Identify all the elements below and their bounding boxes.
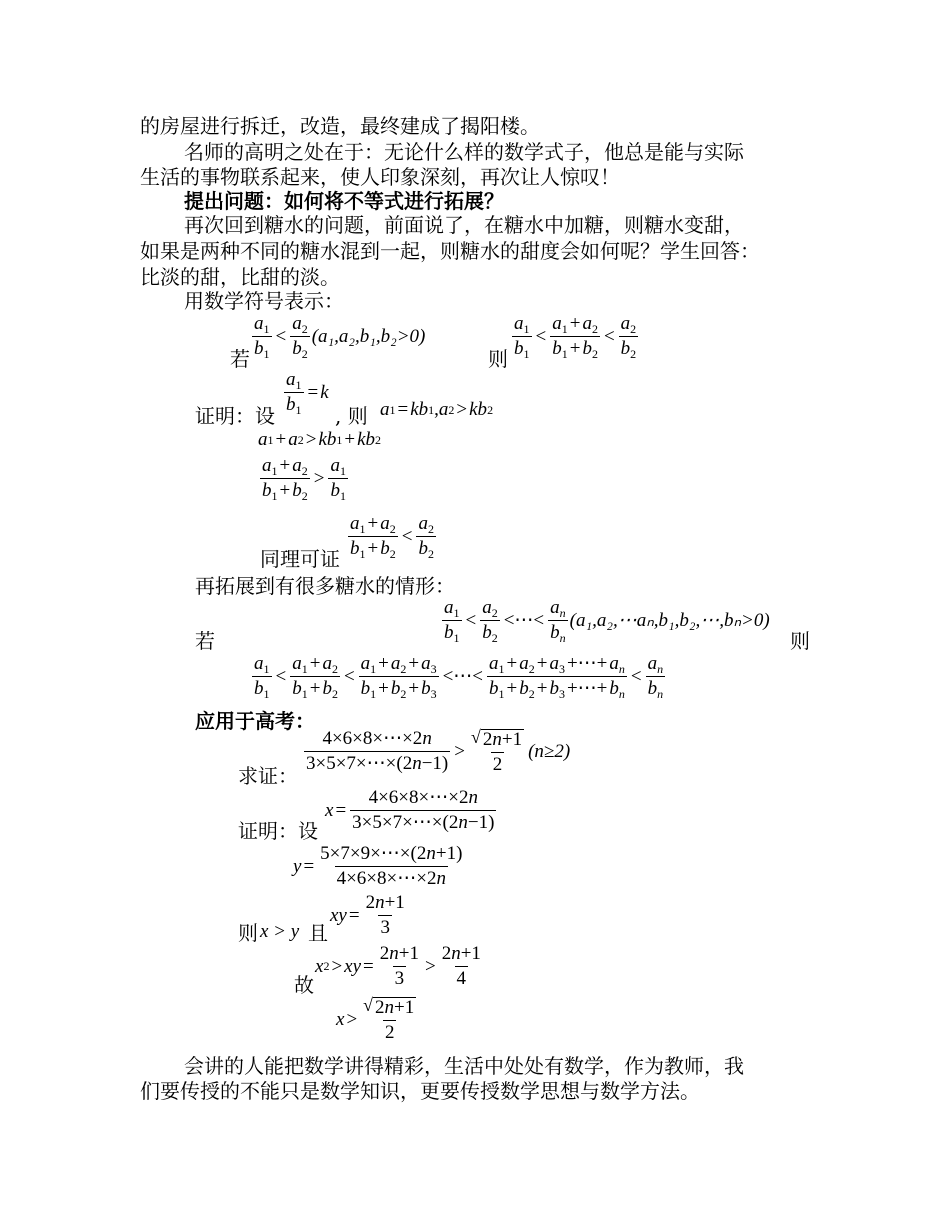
- proof-label: 证明：设: [195, 404, 275, 428]
- formula-x-gt-sqrt: x > √ 2n+1 2: [336, 995, 415, 1043]
- ze-label-2: 则: [790, 629, 810, 653]
- zhengming-label: 证明：设: [238, 819, 318, 843]
- formula-conclusion: $a_1$ $b_1$ < $a_1 + a_2$ $b_1 + b_2$ < $a_2$ $b_2$: [514, 313, 637, 361]
- formula-x-squared: x 2 > xy = $\frac{2n+1}{3}$ > 2n+1 4: [315, 943, 481, 989]
- formula-sum-gt: a 1 + a 2 > kb 1 + kb 2: [258, 429, 382, 450]
- formula-def-x: x = $\frac{4\times 6\times 8\times\cdots\times 2n}{3\times 5\times 7\times\cdots\times(2n-1)}$: [325, 787, 495, 833]
- formula-mediant-lt: $a_1 + a_2$ $b_1 + b_2$ < $a_2$ $b_2$: [350, 513, 434, 561]
- proof-then: , 则: [335, 404, 368, 428]
- formula-set-k: $\frac{a_1}{b_1}$ = k: [286, 369, 329, 417]
- paragraph-line: 再拓展到有很多糖水的情形：: [195, 574, 455, 598]
- formula-hypothesis: $a_1$ $b_1$ < $a_2$ $b_2$ (a₁,a₂,b₁,b₂>0): [254, 313, 426, 361]
- formula-xy: xy = $\frac{2n+1}{3}$: [330, 892, 405, 938]
- n-condition: (n≥2): [528, 740, 571, 762]
- tongli-label: 同理可证: [260, 547, 340, 571]
- gu-label: 故: [294, 973, 314, 997]
- formula-claim: 4×6×8×⋯×2n 3×5×7×⋯×(2n−1) > √ 2n+1 2 (n≥2): [306, 727, 571, 775]
- condition-text: (a₁,a₂,b₁,b₂>0): [311, 325, 426, 347]
- formula-n-conclusion: $a_1$ $b_1$ < $a_1 + a_2$ $b_1 + b_2$ < $a_1 + a_2 + a_3$ $b_1 + b_2 + b_3$ <⋯< $a_1 + a_2 + a_3$ +⋯+ $a_n$ $b_1 + b_2 + b_3$ +⋯+ $b_n$ < $a_n$ $b_n$: [254, 653, 664, 701]
- formula-a-eq-kb: a 1 = kb 1 , a 2 > kb 2: [380, 399, 494, 420]
- ruo-label: 若: [230, 347, 250, 371]
- section-heading: 提出问题：如何将不等式进行拓展？: [184, 189, 504, 213]
- condition-text-n: (a₁,a₂,⋯aₙ,b₁,b₂,⋯,bₙ>0): [569, 609, 770, 631]
- formula-x-gt-y: x > y: [260, 921, 300, 942]
- paragraph-line: 如果是两种不同的糖水混到一起，则糖水的甜度会如何呢？学生回答：: [140, 239, 760, 263]
- section-heading: 应用于高考：: [195, 709, 315, 733]
- paragraph-line: 生活的事物联系起来，使人印象深刻，再次让人惊叹！: [140, 165, 620, 189]
- paragraph-line: 用数学符号表示：: [184, 289, 344, 313]
- paragraph-line: 比淡的甜，比甜的淡。: [140, 265, 340, 289]
- paragraph-line: 们要传授的不能只是数学知识，更要传授数学思想与数学方法。: [140, 1079, 700, 1103]
- ze-label-3: 则: [238, 921, 258, 945]
- qiuzheng-label: 求证：: [238, 764, 298, 788]
- paragraph-line: 再次回到糖水的问题，前面说了，在糖水中加糖，则糖水变甜，: [184, 213, 744, 237]
- formula-mediant-gt: $a_1 + a_2$ $b_1 + b_2$ > $a_1$ $b_1$: [262, 455, 346, 503]
- formula-def-y: y = $\frac{5\times 7\times 9\times\cdots\times(2n+1)}{4\times 6\times 8\times\cdots\times 2n}$: [293, 843, 463, 889]
- formula-n-hypothesis: $a_1$ $b_1$ < $a_2$ $b_2$ <⋯< $a_n$ $b_n$ (a₁,a₂,⋯aₙ,b₁,b₂,⋯,bₙ>0): [444, 597, 770, 645]
- ze-label: 则: [488, 347, 508, 371]
- paragraph-line: 会讲的人能把数学讲得精彩，生活中处处有数学，作为教师，我: [184, 1054, 744, 1078]
- paragraph-line: 的房屋进行拆迁，改造，最终建成了揭阳楼。: [140, 114, 540, 138]
- and-label: 且: [308, 921, 328, 945]
- paragraph-line: 名师的高明之处在于：无论什么样的数学式子，他总是能与实际: [184, 140, 744, 164]
- ruo-label-2: 若: [195, 629, 215, 653]
